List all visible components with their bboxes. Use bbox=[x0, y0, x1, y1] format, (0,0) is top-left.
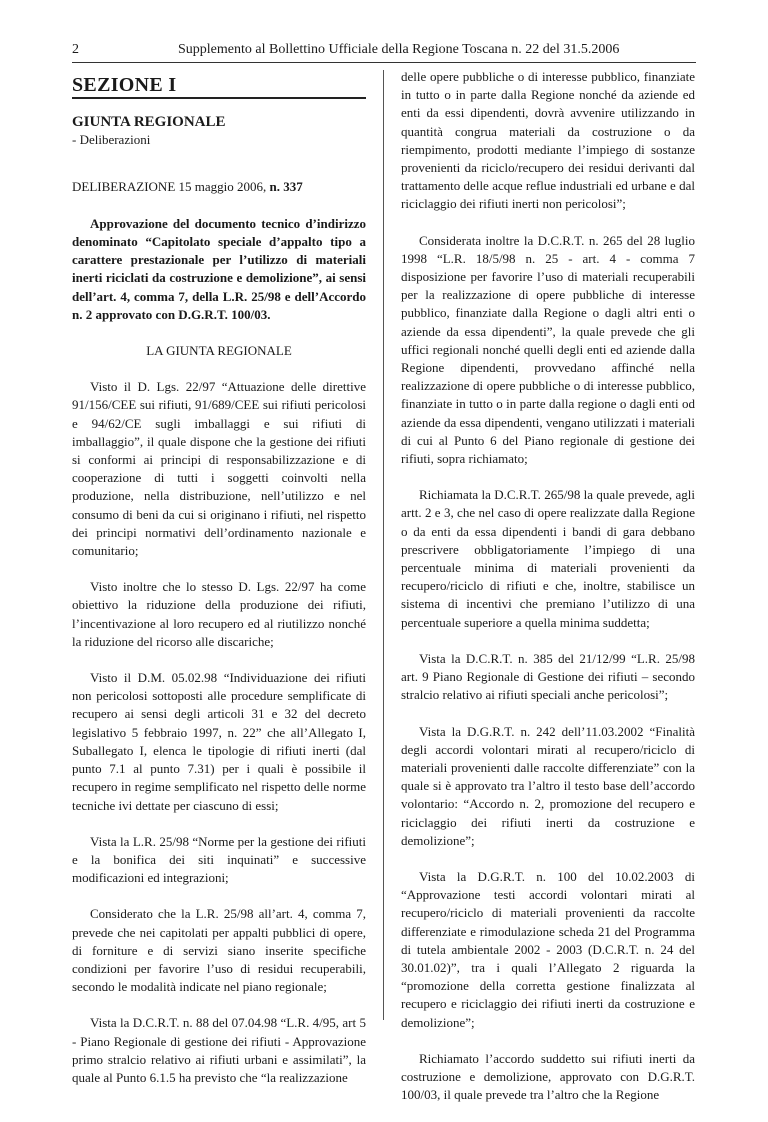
giunta-heading: GIUNTA REGIONALE bbox=[72, 114, 226, 131]
deliberation-date: DELIBERAZIONE 15 maggio 2006, bbox=[72, 178, 270, 194]
section-title: SEZIONE I bbox=[72, 74, 177, 96]
paragraph-continued: delle opere pubbliche o di interesse pubblico, finanziate in tutto o in parte dalla Regione nonché da aziende ed enti da essi dipendenti, dovrà avvenire utilizzando in quantità congrua materiali da costruzione o da riempimento, prodotti mediante l’impiego di sostanze provenienti da riciclo/recupero dei residui derivanti dal trattamento delle acque reflue industriali ed urbane e dal riciclaggio dei rifiuti inerti non pericolosi”; bbox=[401, 69, 695, 212]
paragraph: Vista la L.R. 25/98 “Norme per la gestione dei rifiuti e la bonifica dei siti inquinati” e successive modificazioni ed integrazioni; bbox=[72, 833, 366, 886]
left-column bbox=[72, 70, 366, 1105]
right-column bbox=[401, 68, 695, 1122]
page-number: 2 bbox=[72, 42, 79, 57]
section-rule bbox=[72, 97, 366, 99]
bulletin-title: Supplemento al Bollettino Ufficiale della Regione Toscana n. 22 del 31.5.2006 bbox=[178, 42, 620, 57]
column-divider bbox=[383, 70, 384, 1020]
paragraph: Visto inoltre che lo stesso D. Lgs. 22/97 ha come obiettivo la riduzione della produzione dei rifiuti, l’incentivazione al loro recupero ed al riutilizzo nonché la riduzione del ricorso alle discariche; bbox=[72, 579, 366, 649]
la-giunta-heading: LA GIUNTA REGIONALE bbox=[146, 343, 292, 359]
deliberation-abstract: Approvazione del documento tecnico d’indirizzo denominato “Capitolato speciale d’appalto tipo a carattere prestazionale per l’utilizzo di materiali inerti riciclati da costruzione e demolizione”, ai sensi dell’art. 4, comma 7, della L.R. 25/98 e dell’Accordo n. 2 approvato con D.G.R.T. 100/03. bbox=[72, 215, 366, 322]
paragraph: Considerato che la L.R. 25/98 all’art. 4, comma 7, prevede che nei capitolati per appalti pubblici di opere, di forniture e di servizi siano inserite specifiche condizioni per favorire l’uso di residui recuperabili, secondo le modalità indicate nel piano regionale; bbox=[72, 906, 366, 995]
running-header bbox=[0, 40, 768, 60]
paragraph: Vista la D.C.R.T. n. 385 del 21/12/99 “L.R. 25/98 art. 9 Piano Regionale di Gestione dei rifiuti – secondo stralcio relativo ai rifiuti speciali anche pericolosi”; bbox=[401, 650, 695, 703]
paragraph: Considerata inoltre la D.C.R.T. n. 265 del 28 luglio 1998 “L.R. 18/5/98 n. 25 - art. 4 - comma 7 disposizione per favorire l’uso di materiali recuperabili per la realizzazione di opere pubbliche di interesse pubblico, finanziate dalla Regione o dagli altri enti o aziende da essa dipendenti”, la quale prevede che gli uffici regionali nonché quelli degli enti ed aziende dalla Regione dipendenti, provvedano affinché nella realizzazione di opere pubbliche o di interesse pubblico, finanziate in tutto o in parte dalla regione o dagli enti od aziende da essa dipendenti, vengano utilizzati i materiali di cui al Punto 6 del Piano regionale di gestione dei rifiuti, sopra richiamato; bbox=[401, 232, 695, 467]
paragraph: Richiamato l’accordo suddetto sui rifiuti inerti da costruzione e demolizione, approvato con D.G.R.T. 100/03, il quale prevede tra l’altro che la Regione bbox=[401, 1050, 695, 1103]
paragraph: Richiamata la D.C.R.T. 265/98 la quale prevede, agli artt. 2 e 3, che nel caso di opere realizzate dalla Regione o da enti da essa dipendenti i bandi di gara debbano prescrivere obbligatoriamente l’impiego di una percentuale minima di materiali provenienti da recupero/riciclo di rifiuti e che, inoltre, stabilisce un sistema di incentivi che premiano l’utilizzo di una percentuale superiore a quella minima suddetta; bbox=[401, 487, 695, 630]
deliberation-line bbox=[72, 178, 366, 196]
paragraph: Vista la D.C.R.T. n. 88 del 07.04.98 “L.R. 4/95, art 5 - Piano Regionale di gestione dei rifiuti - Approvazione primo stralcio relativo ai rifiuti urbani e assimilati”, la quale al Punto 6.1.5 ha previsto che “la realizzazione bbox=[72, 1015, 366, 1085]
deliberation-number: n. 337 bbox=[269, 178, 303, 194]
paragraph: Visto il D.M. 05.02.98 “Individuazione dei rifiuti non pericolosi sottoposti alle procedure semplificate di recupero ai sensi degli articoli 31 e 32 del decreto legislativo 5 febbraio 1997, n. 22” che all’Allegato I, Suballegato I, elenca le tipologie di rifiuti inerti (dal punto 7.1 al punto 7.31) per i quali è possibile il recupero in regime semplificato nel rispetto delle norme tecniche ivi dettate per ciascuno di essi; bbox=[72, 670, 366, 813]
paragraph: Visto il D. Lgs. 22/97 “Attuazione delle direttive 91/156/CEE sui rifiuti, 91/689/CEE sui rifiuti pericolosi e 94/62/CE sugli imballaggi e sui rifiuti di imballaggio”, il quale dispone che la gestione dei rifiuti si conformi ai principi di responsabilizzazione e di cooperazione di tutti i soggetti coinvolti nella produzione, nella distribuzione, nell’utilizzo e nel consumo di beni da cui si originano i rifiuti, nel rispetto dei principi normativi dell’ordinamento nazionale e comunitario; bbox=[72, 379, 366, 559]
header-rule bbox=[72, 62, 696, 63]
paragraph: Vista la D.G.R.T. n. 242 dell’11.03.2002 “Finalità degli accordi volontari mirati al recupero/riciclo di materiali provenienti dalle raccolte differenziate” con la quale si è approvato tra l’altro il testo base dell’accordo volontario: “Accordo n. 2, promozione del recupero e riciclaggio dei rifiuti inerti da costruzione e demolizione”; bbox=[401, 723, 695, 848]
paragraph: Vista la D.G.R.T. n. 100 del 10.02.2003 di “Approvazione testi accordi volontari mirati al recupero/riciclo di materiali provenienti da raccolte differenziate e rimodulazione scheda 21 del Programma di tutela ambientale 2002 - 2003 (D.C.R.T. n. 24 del 30.01.02)”, tra i quali l’Allegato 2 riguarda la “promozione della corretta gestione finalizzata al recupero e riciclaggio dei rifiuti inerti da costruzione e demolizione”; bbox=[401, 868, 695, 1030]
giunta-subheading: - Deliberazioni bbox=[72, 132, 151, 148]
